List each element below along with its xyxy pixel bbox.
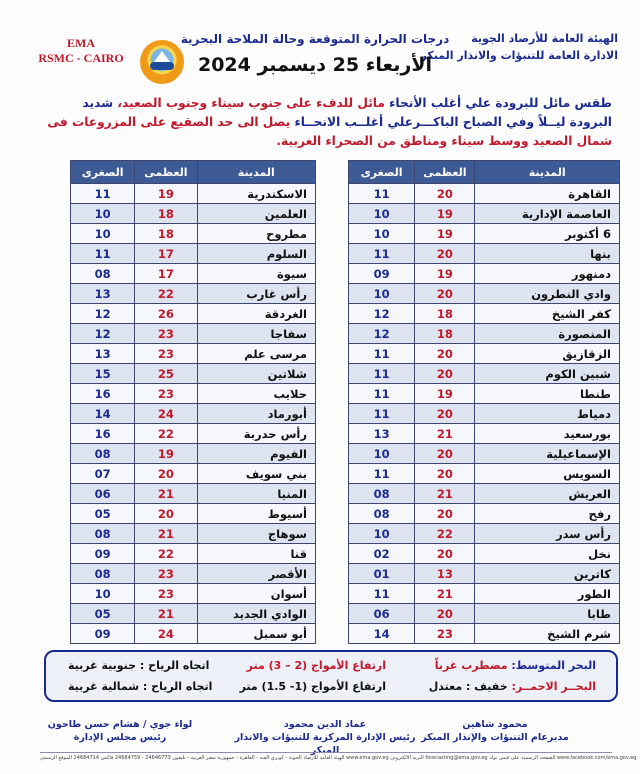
max-temp-cell: 20 [415,544,475,564]
max-temp-cell: 24 [135,624,197,644]
city-cell: حلايب [197,384,315,404]
city-cell: الزقازيق [475,344,620,364]
city-cell: قنا [197,544,315,564]
col-max-header: العظمى [135,161,197,184]
city-cell: نخل [475,544,620,564]
left-temperature-table [70,160,316,644]
table-row [71,384,316,404]
max-temp-cell: 20 [135,464,197,484]
city-cell: العاصمة الإدارية [475,204,620,224]
table-row [71,424,316,444]
max-temp-cell: 23 [415,624,475,644]
min-temp-cell: 11 [71,184,135,204]
summary-part-2: مائل للدفء على جنوب سيناء وجنوب الصعيد، [113,96,385,110]
table-row [349,584,620,604]
city-cell: السويس [475,464,620,484]
table-row [349,564,620,584]
min-temp-cell: 10 [71,204,135,224]
min-temp-cell: 16 [71,424,135,444]
city-cell: رأس غارب [197,284,315,304]
city-cell: سوهاج [197,524,315,544]
max-temp-cell: 17 [135,264,197,284]
city-cell: الطور [475,584,620,604]
min-temp-cell: 10 [71,584,135,604]
table-row [349,524,620,544]
table-row [71,604,316,624]
table-row [349,264,620,284]
max-temp-cell: 13 [415,564,475,584]
table-row [349,304,620,324]
table-row [349,244,620,264]
city-cell: شبين الكوم [475,364,620,384]
table-row [71,204,316,224]
min-temp-cell: 07 [71,464,135,484]
min-temp-cell: 10 [349,444,415,464]
min-temp-cell: 15 [71,364,135,384]
max-temp-cell: 22 [135,544,197,564]
col-city-header: المدينة [197,161,315,184]
max-temp-cell: 20 [415,344,475,364]
footer-contact-line: الهيئة العامة للأرصاد الجوية - كوبري القبة - القاهرة - جمهورية مصر العربية - تليفون 24646773 - 24684759 فاكس 24684714 الموقع الرسمي www.ema.gov.eg البريد الالكتروني forecasting@ema.gov.eg الصفحة الرسمية على فيس بوك www.facebook.com/ema.gov.eg [40,755,637,761]
city-cell: أبو سمبل [197,624,315,644]
min-temp-cell: 01 [349,564,415,584]
table-row [71,264,316,284]
bulletin-title: درجات الحرارة المتوقعة وحالة الملاحة البحرية [180,32,450,46]
max-temp-cell: 20 [415,464,475,484]
min-temp-cell: 11 [349,584,415,604]
max-temp-cell: 21 [415,584,475,604]
summary-part-3: شديد البرودة ليــلاً وفي الصباح الباكـــرعلي أغلــب الانحــاء [82,96,612,129]
city-cell: وادي النطرون [475,284,620,304]
city-cell: شرم الشيخ [475,624,620,644]
rsmc-label [26,36,136,66]
table-row [71,304,316,324]
city-cell: بني سويف [197,464,315,484]
min-temp-cell: 08 [71,564,135,584]
min-temp-cell: 08 [71,524,135,544]
city-cell: الإسماعيلية [475,444,620,464]
summary-part-1: طقس مائل للبرودة علي أغلب الأنحاء [384,96,612,110]
table-row [349,464,620,484]
table-row [71,564,316,584]
max-temp-cell: 20 [415,444,475,464]
min-temp-cell: 11 [349,364,415,384]
city-cell: سيوة [197,264,315,284]
city-cell: أسيوط [197,504,315,524]
mediterranean-wind: اتجاه الرياح : جنوبية غربية [68,659,210,672]
city-cell: رفح [475,504,620,524]
col-min-header: الصغرى [349,161,415,184]
city-cell: الأقصر [197,564,315,584]
table-row [349,324,620,344]
max-temp-cell: 21 [415,424,475,444]
table-row [71,324,316,344]
max-temp-cell: 22 [135,424,197,444]
rsmc-cairo-label: RSMC - CAIRO [38,51,124,65]
min-temp-cell: 10 [349,204,415,224]
min-temp-cell: 11 [349,404,415,424]
max-temp-cell: 25 [135,364,197,384]
min-temp-cell: 08 [71,444,135,464]
min-temp-cell: 11 [349,384,415,404]
max-temp-cell: 23 [135,564,197,584]
city-cell: طابا [475,604,620,624]
min-temp-cell: 11 [349,244,415,264]
min-temp-cell: 13 [349,424,415,444]
max-temp-cell: 26 [135,304,197,324]
city-cell: كاترين [475,564,620,584]
max-temp-cell: 21 [135,524,197,544]
city-cell: شلاتين [197,364,315,384]
min-temp-cell: 05 [71,504,135,524]
min-temp-cell: 11 [349,184,415,204]
city-cell: المنصورة [475,324,620,344]
max-temp-cell: 20 [415,504,475,524]
city-cell: مطروح [197,224,315,244]
org-line-1: الهيئة العامة للأرصاد الجوية [471,32,618,45]
max-temp-cell: 23 [135,324,197,344]
red-sea-wind: اتجاه الرياح : شمالية غربية [68,680,213,693]
col-min-header: الصغرى [71,161,135,184]
min-temp-cell: 10 [349,284,415,304]
city-cell: القاهرة [475,184,620,204]
table-row [71,224,316,244]
max-temp-cell: 18 [135,224,197,244]
table-row [349,364,620,384]
city-cell: الغردقة [197,304,315,324]
right-temperature-table [348,160,620,644]
city-cell: أسوان [197,584,315,604]
min-temp-cell: 10 [349,224,415,244]
min-temp-cell: 08 [349,504,415,524]
signature-central-admin-head: عماد الدين محمود رئيس الإدارة المركزية للتنبؤات والانذار المبكر [234,719,416,756]
table-row [71,584,316,604]
city-cell: رأس سدر [475,524,620,544]
min-temp-cell: 09 [349,264,415,284]
min-temp-cell: 05 [71,604,135,624]
table-row [349,284,620,304]
max-temp-cell: 23 [135,344,197,364]
red-sea-state: البحــر الاحمــر: خفيف : معتدل [428,680,596,693]
min-temp-cell: 12 [349,324,415,344]
table-row [71,284,316,304]
table-row [71,184,316,204]
min-temp-cell: 06 [71,484,135,504]
max-temp-cell: 19 [415,384,475,404]
city-cell: دمنهور [475,264,620,284]
max-temp-cell: 20 [415,364,475,384]
city-cell: المنيا [197,484,315,504]
max-temp-cell: 23 [135,584,197,604]
table-row [349,224,620,244]
max-temp-cell: 19 [135,444,197,464]
min-temp-cell: 08 [71,264,135,284]
min-temp-cell: 09 [71,544,135,564]
table-row [71,404,316,424]
min-temp-cell: 13 [71,284,135,304]
ema-label: EMA [67,36,95,50]
city-cell: الوادي الجديد [197,604,315,624]
mediterranean-waves: ارتفاع الأمواج (2 – 3) متر [246,659,386,672]
city-cell: 6 أكتوبر [475,224,620,244]
min-temp-cell: 12 [71,324,135,344]
table-row [71,244,316,264]
city-cell: الفيوم [197,444,315,464]
max-temp-cell: 20 [415,244,475,264]
max-temp-cell: 23 [135,384,197,404]
min-temp-cell: 13 [71,344,135,364]
table-row [349,424,620,444]
table-row [349,184,620,204]
table-row [71,624,316,644]
max-temp-cell: 24 [135,404,197,424]
table-row [349,544,620,564]
max-temp-cell: 20 [415,284,475,304]
city-cell: رأس حدربة [197,424,315,444]
max-temp-cell: 20 [415,404,475,424]
min-temp-cell: 16 [71,384,135,404]
max-temp-cell: 17 [135,244,197,264]
max-temp-cell: 21 [415,484,475,504]
signature-board-chairman: لواء جوي / هشام حسن طاحون رئيس مجلس الإدارة [47,719,193,743]
city-cell: الاسكندرية [197,184,315,204]
table-row [349,444,620,464]
max-temp-cell: 21 [135,604,197,624]
min-temp-cell: 14 [71,404,135,424]
city-cell: أبورماد [197,404,315,424]
signature-forecast-director: محمود شاهين مديرعام التنبؤات والإنذار المبكر [421,719,569,743]
table-row [71,464,316,484]
min-temp-cell: 08 [349,484,415,504]
table-row [349,624,620,644]
max-temp-cell: 18 [415,324,475,344]
city-cell: العريش [475,484,620,504]
min-temp-cell: 06 [349,604,415,624]
table-row [71,544,316,564]
city-cell: مرسى علم [197,344,315,364]
city-cell: سفاجا [197,324,315,344]
min-temp-cell: 09 [71,624,135,644]
table-row [349,204,620,224]
max-temp-cell: 22 [415,524,475,544]
max-temp-cell: 19 [135,184,197,204]
min-temp-cell: 11 [71,244,135,264]
table-row [349,344,620,364]
org-line-2: الادارة العامة للتنبؤات والانذار المبكر [420,49,618,62]
min-temp-cell: 14 [349,624,415,644]
min-temp-cell: 11 [349,344,415,364]
col-city-header: المدينة [475,161,620,184]
max-temp-cell: 19 [415,204,475,224]
weather-summary [40,94,612,151]
sea-conditions-box [44,650,618,702]
max-temp-cell: 18 [135,204,197,224]
min-temp-cell: 12 [349,304,415,324]
max-temp-cell: 20 [415,184,475,204]
min-temp-cell: 12 [71,304,135,324]
table-row [349,504,620,524]
table-row [349,384,620,404]
table-row [71,484,316,504]
mediterranean-state: البحر المتوسط: مضطرب غرباً [434,659,596,672]
city-cell: السلوم [197,244,315,264]
max-temp-cell: 20 [415,604,475,624]
min-temp-cell: 02 [349,544,415,564]
city-cell: دمياط [475,404,620,424]
table-row [71,344,316,364]
red-sea-waves: ارتفاع الأمواج (1- 1.5) متر [239,680,386,693]
max-temp-cell: 20 [135,504,197,524]
min-temp-cell: 10 [349,524,415,544]
min-temp-cell: 10 [71,224,135,244]
table-row [349,484,620,504]
table-row [71,524,316,544]
max-temp-cell: 18 [415,304,475,324]
city-cell: بنها [475,244,620,264]
table-row [71,444,316,464]
city-cell: بورسعيد [475,424,620,444]
summary-part-4: يصل الى حد الصقيع على المزروعات فى شمال الصعيد ووسط سيناء ومناطق من الصحراء الغربية. [47,115,612,148]
col-max-header: العظمى [415,161,475,184]
city-cell: العلمين [197,204,315,224]
max-temp-cell: 22 [135,284,197,304]
table-row [71,364,316,384]
table-row [349,404,620,424]
table-row [349,604,620,624]
city-cell: طنطا [475,384,620,404]
table-row [71,504,316,524]
city-cell: كفر الشيخ [475,304,620,324]
max-temp-cell: 19 [415,224,475,244]
min-temp-cell: 11 [349,464,415,484]
max-temp-cell: 21 [135,484,197,504]
bulletin-date: الأربعاء 25 ديسمبر 2024 [197,54,433,76]
max-temp-cell: 19 [415,264,475,284]
